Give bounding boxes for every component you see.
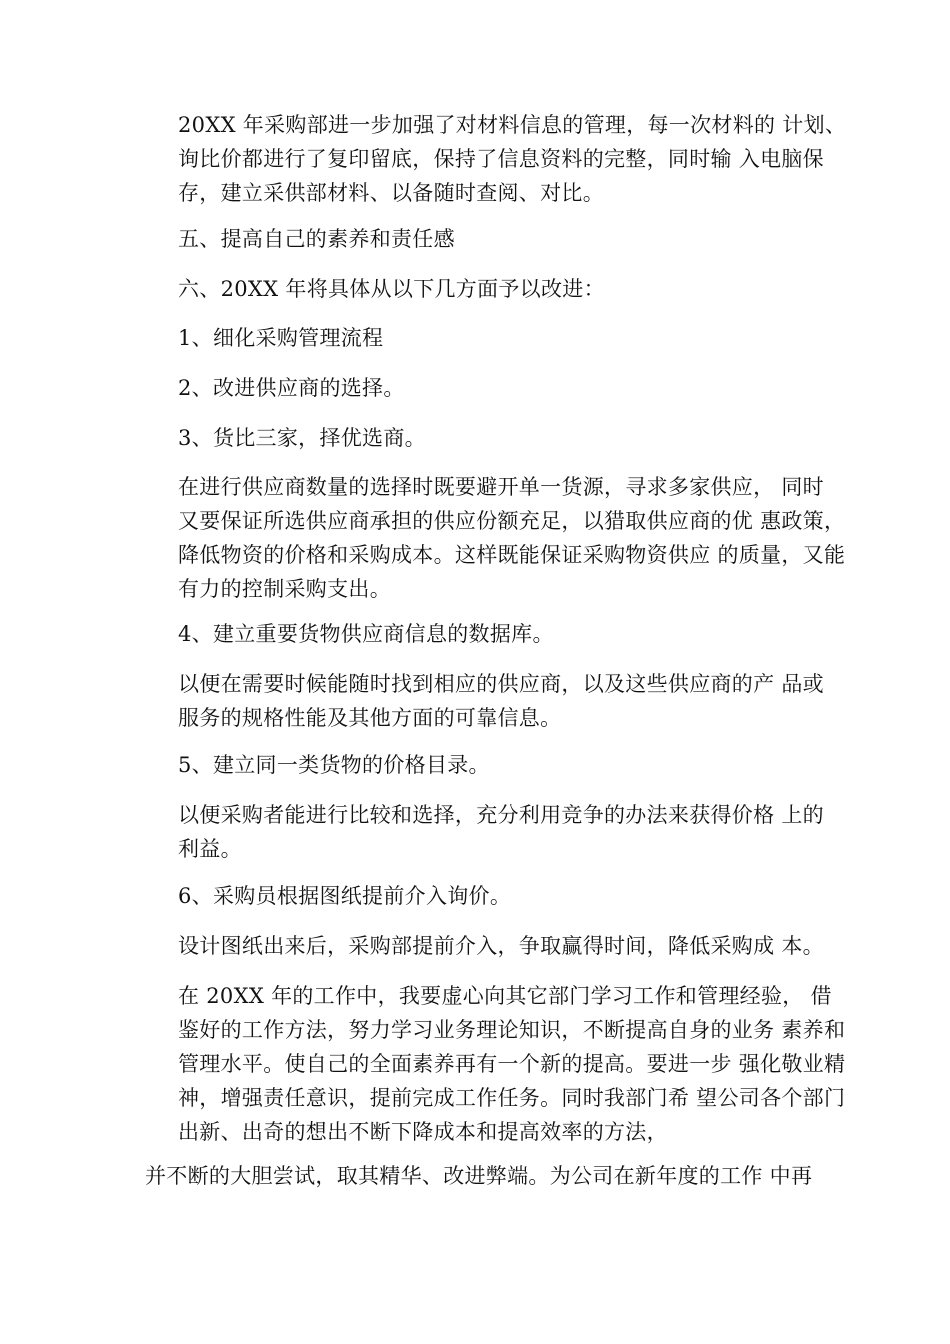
paragraph-material-info-management [145,108,847,210]
paragraph-price-catalog [145,798,835,866]
text-line: 在 20XX 年的工作中，我要虚心向其它部门学习工作和管理经验， 借 [178,984,832,1008]
text-line: 又要保证所选供应商承担的供应份额充足，以猎取供应商的优 惠政策， [178,509,846,533]
text-line: 降低物资的价格和采购成本。这样既能保证采购物资供应 的质量，又能 [178,543,846,567]
list-item-5 [145,748,835,782]
text-line: 服务的规格性能及其他方面的可靠信息。 [178,706,562,730]
text-line: 管理水平。使自己的全面素养再有一个新的提高。要进一步 强化敬业精 [178,1052,846,1076]
text-line: 6、采购员根据图纸提前介入询价。 [178,884,512,908]
text-line: 20XX 年采购部进一步加强了对材料信息的管理，每一次材料的 计划、 [178,113,847,137]
text-line: 询比价都进行了复印留底，保持了信息资料的完整，同时输 入电脑保 [178,147,824,171]
text-line: 六、20XX 年将具体从以下几方面予以改进： [178,277,605,301]
text-line: 以便采购者能进行比较和选择，充分利用竞争的办法来获得价格 上的 [178,803,824,827]
paragraph-continuation [145,1159,835,1193]
text-line: 5、建立同一类货物的价格目录。 [178,753,490,777]
text-line: 2、改进供应商的选择。 [178,376,405,400]
list-item-3 [145,421,835,455]
text-line: 以便在需要时候能随时找到相应的供应商，以及这些供应商的产 品或 [178,672,824,696]
list-item-2 [145,371,835,405]
text-line: 出新、出奇的想出不断下降成本和提高效率的方法， [178,1120,668,1144]
paragraph-work-plan [145,979,846,1149]
text-line: 1、细化采购管理流程 [178,326,384,350]
text-line: 存，建立采供部材料、以备随时查阅、对比。 [178,181,604,205]
text-line: 设计图纸出来后，采购部提前介入，争取赢得时间，降低采购成 本。 [178,934,824,958]
section-heading-five [145,222,835,256]
section-heading-six [145,272,835,306]
text-line: 利益。 [178,837,242,861]
text-line: 4、建立重要货物供应商信息的数据库。 [178,622,554,646]
text-line: 鉴好的工作方法，努力学习业务理论知识，不断提高自身的业务 素养和 [178,1018,846,1042]
list-item-1 [145,321,835,355]
list-item-4 [145,617,835,651]
text-line: 五、提高自己的素养和责任感 [178,227,455,251]
text-line: 有力的控制采购支出。 [178,577,391,601]
paragraph-supplier-selection [145,470,846,606]
list-item-6 [145,879,835,913]
text-line: 3、货比三家，择优选商。 [178,426,426,450]
text-line: 在进行供应商数量的选择时既要避开单一货源，寻求多家供应， 同时 [178,475,824,499]
paragraph-early-inquiry [145,929,835,963]
text-line: 神，增强责任意识，提前完成工作任务。同时我部门希 望公司各个部门 [178,1086,846,1110]
text-line: 并不断的大胆尝试，取其精华、改进弊端。为公司在新年度的工作 中再 [145,1164,813,1188]
paragraph-supplier-database [145,667,835,735]
